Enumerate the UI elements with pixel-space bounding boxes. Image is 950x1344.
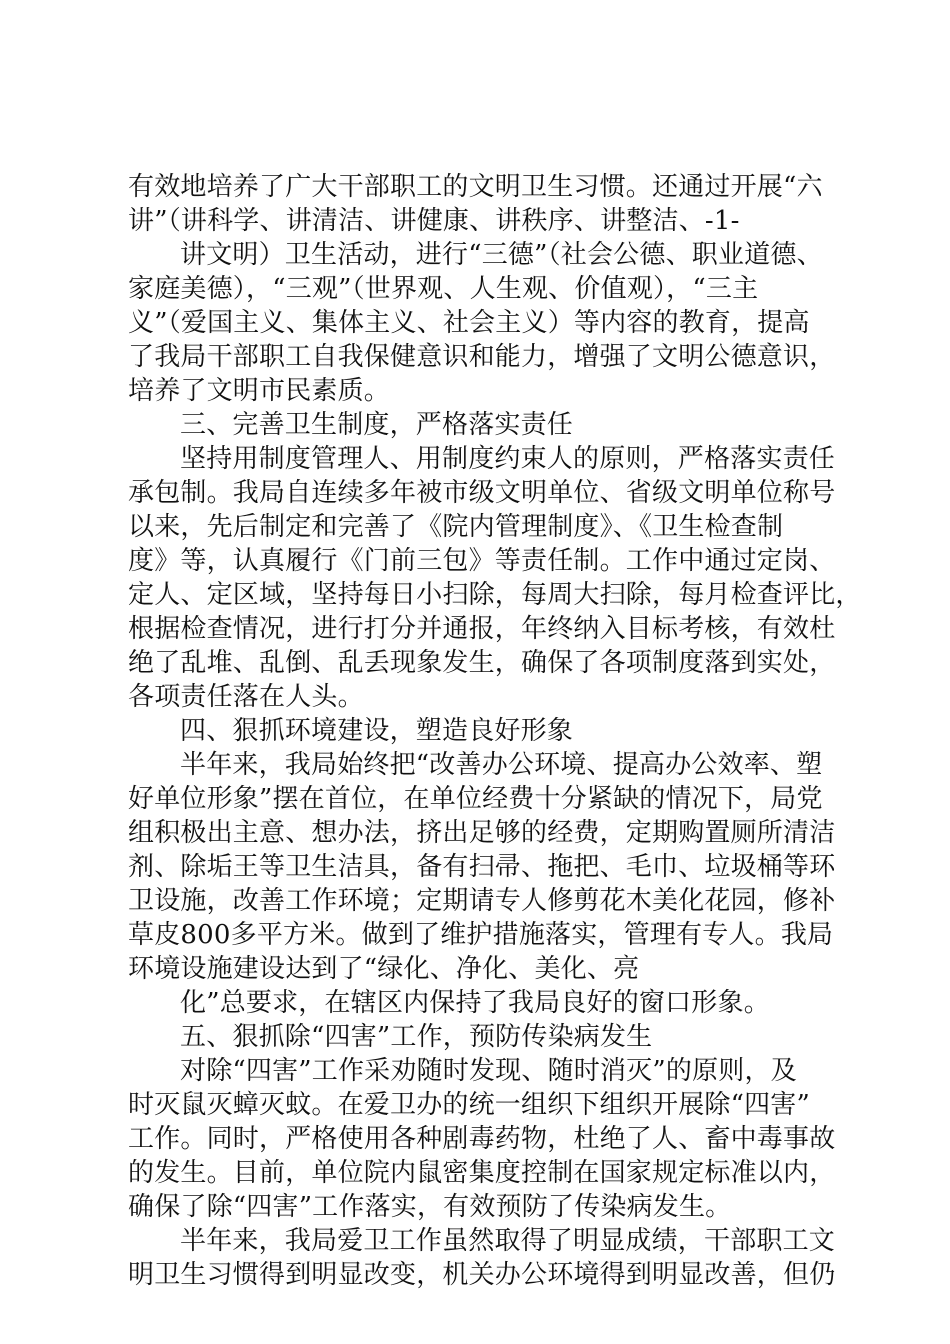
body-line: 环境设施建设达到了“绿化、净化、美化、亮 <box>128 954 640 984</box>
body-line: 的发生。目前，单位院内鼠密集度控制在国家规定标准以内， <box>128 1158 836 1188</box>
body-line: 讲”（讲科学、讲清洁、讲健康、讲秩序、讲整洁、-1- <box>128 206 740 236</box>
body-line: 工作。同时，严格使用各种剧毒药物，杜绝了人、畜中毒事故 <box>128 1124 836 1154</box>
body-line: 组积极出主意、想办法，挤出足够的经费，定期购置厕所清洁 <box>128 818 836 848</box>
body-line: 对除“四害”工作采劝随时发现、随时消灭”的原则，及 <box>180 1056 797 1086</box>
body-line: 各项责任落在人头。 <box>128 682 364 712</box>
body-line: 草皮800多平方米。做到了维护措施落实，管理有专人。我局 <box>128 920 834 950</box>
section-heading: 三、完善卫生制度，严格落实责任 <box>180 410 574 440</box>
body-line: 卫设施，改善工作环境；定期请专人修剪花木美化花园，修补 <box>128 886 836 916</box>
body-line: 家庭美德），“三观”（世界观、人生观、价值观），“三主 <box>128 274 759 304</box>
body-line: 化”总要求，在辖区内保持了我局良好的窗口形象。 <box>180 988 770 1018</box>
body-line: 讲文明）卫生活动，进行“三德”（社会公德、职业道德、 <box>180 240 823 270</box>
body-line: 明卫生习惯得到明显改变，机关办公环境得到明显改善，但仍 <box>128 1260 836 1290</box>
body-line: 了我局干部职工自我保健意识和能力，增强了文明公德意识， <box>128 342 836 372</box>
body-line: 根据检查情况，进行打分并通报，年终纳入目标考核，有效杜 <box>128 614 836 644</box>
body-line: 义”（爱国主义、集体主义、社会主义）等内容的教育，提高 <box>128 308 810 338</box>
body-line: 好单位形象”摆在首位，在单位经费十分紧缺的情况下，局党 <box>128 784 823 814</box>
body-line: 绝了乱堆、乱倒、乱丢现象发生，确保了各项制度落到实处， <box>128 648 836 678</box>
section-heading: 五、狠抓除“四害”工作，预防传染病发生 <box>180 1022 653 1052</box>
body-line: 承包制。我局自连续多年被市级文明单位、省级文明单位称号 <box>128 478 836 508</box>
body-line: 半年来，我局爱卫工作虽然取得了明显成绩，干部职工文 <box>180 1226 836 1256</box>
body-line: 半年来，我局始终把“改善办公环境、提高办公效率、塑 <box>180 750 823 780</box>
body-line: 以来，先后制定和完善了《院内管理制度》、《卫生检查制 <box>128 512 784 542</box>
body-line: 培养了文明市民素质。 <box>128 376 391 406</box>
body-line: 剂、除垢王等卫生洁具，备有扫帚、拖把、毛巾、垃圾桶等环 <box>128 852 836 882</box>
body-line: 时灭鼠灭蟑灭蚊。在爱卫办的统一组织下组织开展除“四害” <box>128 1090 810 1120</box>
section-heading: 四、狠抓环境建设，塑造良好形象 <box>180 716 574 746</box>
body-line: 确保了除“四害”工作落实，有效预防了传染病发生。 <box>128 1192 732 1222</box>
body-line: 有效地培养了广大干部职工的文明卫生习惯。还通过开展“六 <box>128 172 823 202</box>
body-line: 坚持用制度管理人、用制度约束人的原则，严格落实责任 <box>180 444 836 474</box>
body-line: 度》等，认真履行《门前三包》等责任制。工作中通过定岗、 <box>128 546 836 576</box>
body-line: 定人、定区域，坚持每日小扫除，每周大扫除，每月检查评比， <box>128 580 862 610</box>
